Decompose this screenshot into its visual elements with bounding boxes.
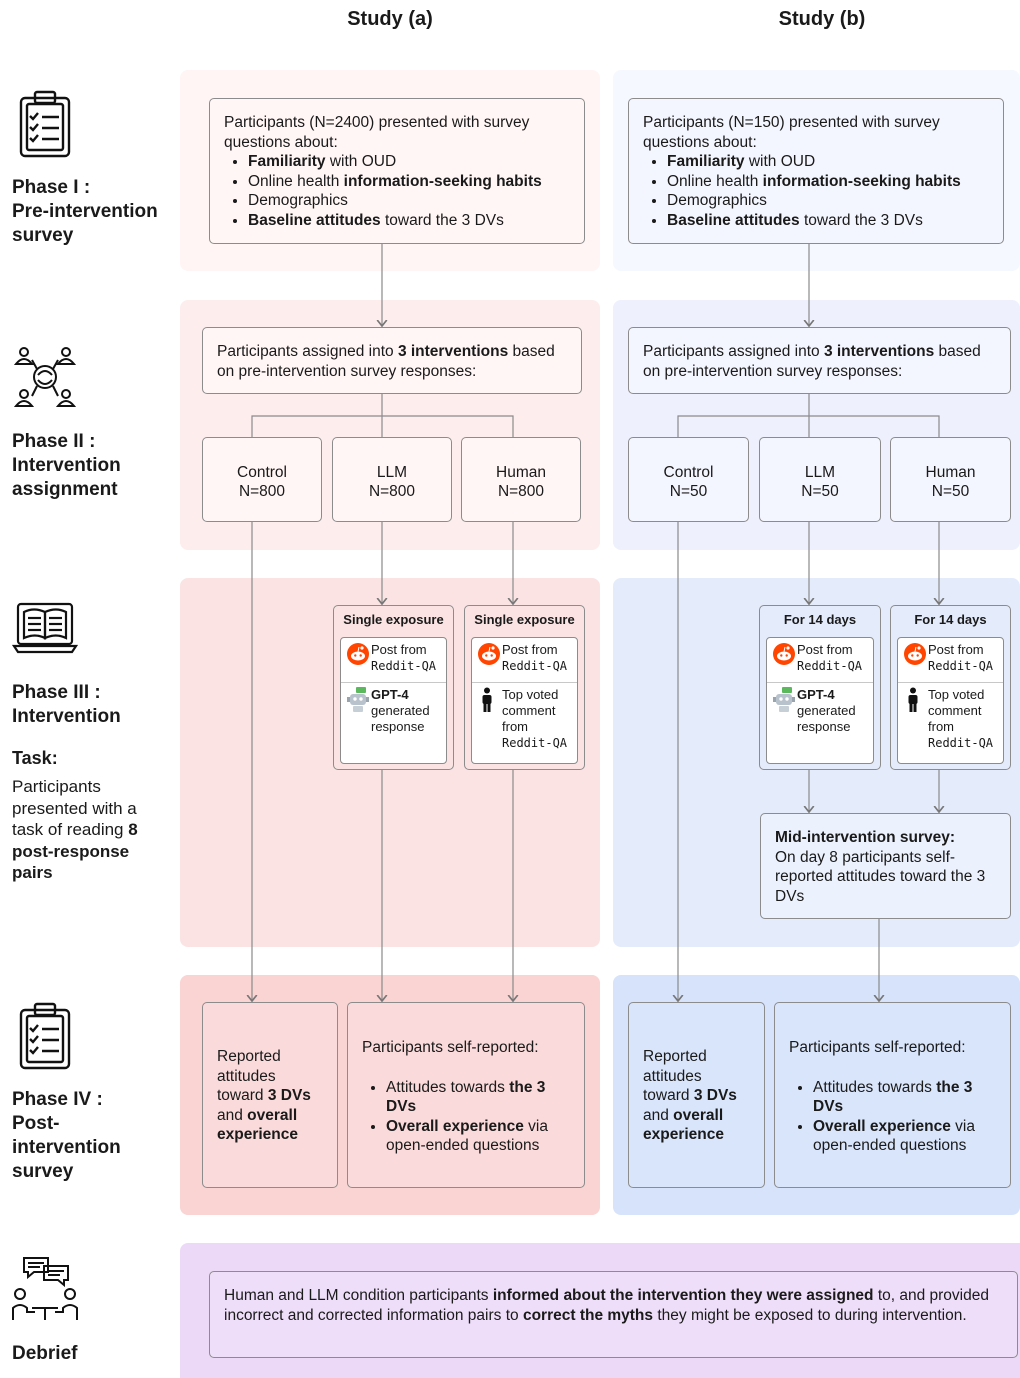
task-text-bold: 8 post-response pairs [12, 820, 138, 882]
gpt-line3: response [371, 719, 425, 734]
conversation-people-icon [10, 1256, 80, 1324]
item-bold: Familiarity [248, 153, 326, 170]
study-a-title: Study (a) [347, 8, 433, 30]
post-intro: Participants self-reported: [789, 1039, 966, 1056]
phase4-label [12, 1088, 121, 1184]
network-people-icon [12, 344, 78, 410]
phase3-task-text [12, 776, 162, 884]
item-rest: via open-ended questions [813, 1117, 975, 1154]
condition-n: N=800 [368, 483, 416, 500]
condition-n: N=50 [931, 483, 970, 500]
survey-item [667, 152, 989, 172]
condition-name: Control [237, 464, 287, 481]
survey-item [248, 211, 570, 231]
source-label: Reddit-QA [797, 659, 863, 673]
phase4-line2: Post- [12, 1113, 60, 1134]
item-bold: Overall experience [813, 1117, 951, 1135]
phase2-title: Phase II : [12, 431, 96, 452]
phase2-line2: Intervention [12, 455, 121, 476]
robot-icon [345, 687, 371, 713]
survey-box-b [628, 98, 1004, 244]
debrief-post: they might be exposed to during intervention. [653, 1306, 967, 1324]
condition-human-b [890, 437, 1011, 522]
reddit-icon [771, 642, 797, 666]
assign-post: based on pre-intervention survey responses: [217, 343, 555, 380]
human-comment-label [928, 687, 993, 751]
assign-post: based on pre-intervention survey responses: [643, 343, 981, 380]
phase4-line3: intervention [12, 1137, 121, 1158]
assign-pre: Participants assigned into [643, 343, 824, 360]
post-item [386, 1117, 570, 1156]
post-from-label: Post from [928, 642, 984, 657]
exposure-card [340, 637, 447, 764]
survey-list-b [643, 152, 989, 230]
gpt-response-label [797, 687, 856, 735]
exposure-title: Single exposure [474, 612, 575, 627]
phase1-line3: survey [12, 225, 74, 246]
post-source [502, 642, 567, 674]
source-label: Reddit-QA [502, 736, 568, 750]
item-bold: Baseline attitudes [248, 211, 381, 229]
clipboard-checklist-icon [18, 1002, 72, 1070]
exposure-card [766, 637, 874, 764]
condition-name: Control [663, 464, 714, 481]
study-b-title: Study (b) [778, 8, 866, 30]
debrief-mid: to, and provided incorrect and corrected information pairs to [224, 1287, 989, 1324]
exposure-human-a [464, 605, 585, 770]
item-bold: the 3 DVs [386, 1078, 546, 1115]
post-control-b2: overall experience [217, 1106, 298, 1143]
item-pre: Online health [667, 172, 763, 190]
reddit-icon [902, 642, 928, 666]
gpt-response-label [371, 687, 430, 735]
gpt-line2: generated [371, 703, 430, 718]
assign-box-a [202, 327, 582, 394]
card-divider [472, 682, 577, 683]
post-control-pre: Reported attitudes toward [643, 1048, 707, 1104]
post-source [928, 642, 993, 674]
phase3-label [12, 681, 121, 729]
item-bold: information-seeking habits [343, 172, 542, 190]
survey-item [667, 211, 989, 231]
survey-list-a [224, 152, 570, 230]
post-control-mid: and [643, 1106, 674, 1124]
phase4-line4: survey [12, 1161, 74, 1182]
debrief-label: Debrief [12, 1343, 78, 1364]
card-divider [898, 682, 1003, 683]
post-control-mid: and [217, 1106, 248, 1124]
condition-name: Human [496, 464, 546, 481]
post-source [797, 642, 862, 674]
robot-icon [771, 687, 797, 713]
exposure-title: Single exposure [343, 612, 444, 627]
assign-bold: 3 interventions [397, 343, 509, 360]
post-item [386, 1078, 570, 1117]
source-label: Reddit-QA [928, 736, 994, 750]
source-label: Reddit-QA [928, 659, 994, 673]
gpt-name: GPT-4 [797, 687, 835, 702]
post-treatment-box-a [347, 1002, 585, 1188]
item-text: Demographics [248, 192, 348, 209]
human-line3: from [502, 719, 528, 734]
item-bold: Baseline attitudes [667, 211, 800, 229]
survey-item [248, 172, 570, 192]
item-rest: toward the 3 DVs [799, 211, 923, 229]
item-bold: information-seeking habits [762, 172, 961, 190]
assign-bold: 3 interventions [823, 343, 935, 360]
item-pre: Attitudes towards [813, 1078, 937, 1096]
condition-name: LLM [804, 464, 836, 481]
item-bold: Overall experience [386, 1117, 524, 1135]
item-pre: Attitudes towards [386, 1078, 510, 1096]
source-label: Reddit-QA [371, 659, 437, 673]
phase3-line2: Intervention [12, 706, 121, 727]
phase1-label [12, 176, 158, 248]
phase2-line3: assignment [12, 479, 118, 500]
person-icon [902, 687, 928, 713]
task-text-pre: Participants presented with a task of reading [12, 777, 137, 839]
condition-llm-a [332, 437, 452, 522]
book-laptop-icon [12, 600, 78, 656]
post-from-label: Post from [502, 642, 558, 657]
assign-pre: Participants assigned into [217, 343, 398, 360]
human-line2: comment [928, 703, 982, 718]
post-list [362, 1078, 570, 1156]
condition-name: Human [925, 464, 976, 481]
gpt-name: GPT-4 [371, 687, 409, 702]
post-intro: Participants self-reported: [362, 1039, 539, 1056]
debrief-bold1: informed about the intervention they were assigned [492, 1287, 874, 1304]
human-line1: Top voted [928, 687, 985, 702]
assign-box-b [628, 327, 1011, 394]
survey-item [248, 152, 570, 172]
item-rest: toward the 3 DVs [380, 211, 504, 229]
condition-human-a [461, 437, 581, 522]
clipboard-checklist-icon [18, 90, 72, 158]
condition-name: LLM [376, 464, 408, 481]
post-list [789, 1078, 996, 1156]
debrief-bold2: correct the myths [522, 1306, 654, 1324]
card-divider [341, 682, 446, 683]
condition-n: N=800 [497, 483, 545, 500]
mid-survey-title: Mid-intervention survey: [775, 829, 955, 846]
item-rest: with OUD [744, 153, 816, 170]
post-control-pre: Reported attitudes toward [217, 1048, 281, 1104]
human-line2: comment [502, 703, 556, 718]
survey-intro-b: Participants (N=150) presented with survey questions about: [643, 114, 940, 151]
post-item [813, 1117, 996, 1156]
post-control-box-a [202, 1002, 338, 1188]
post-control-b1: 3 DVs [267, 1087, 311, 1104]
phase2-label [12, 430, 121, 502]
reddit-icon [476, 642, 502, 666]
phase1-line2: Pre-intervention [12, 201, 158, 222]
post-control-b2: overall experience [643, 1106, 724, 1143]
item-bold: the 3 DVs [813, 1078, 973, 1115]
exposure-title: For 14 days [914, 612, 987, 627]
human-line3: from [928, 719, 954, 734]
human-line1: Top voted [502, 687, 559, 702]
debrief-box [209, 1271, 1018, 1358]
item-rest: via open-ended questions [386, 1117, 548, 1154]
item-text: Demographics [667, 192, 767, 209]
person-icon [476, 687, 502, 713]
debrief-pre: Human and LLM condition participants [224, 1287, 493, 1304]
post-control-box-b [628, 1002, 765, 1188]
item-pre: Online health [248, 172, 344, 190]
survey-item [667, 172, 989, 192]
phase3-title: Phase III : [12, 682, 101, 703]
post-from-label: Post from [797, 642, 853, 657]
condition-n: N=800 [238, 483, 286, 500]
phase1-title: Phase I : [12, 177, 91, 198]
exposure-title: For 14 days [783, 612, 857, 627]
survey-item [667, 191, 989, 211]
source-label: Reddit-QA [502, 659, 568, 673]
phase3-task-label: Task: [12, 748, 58, 768]
human-comment-label [502, 687, 567, 751]
exposure-llm-a [333, 605, 454, 770]
phase4-title: Phase IV : [12, 1089, 103, 1110]
condition-n: N=50 [669, 483, 708, 500]
mid-survey-text: On day 8 participants self-reported attitudes toward the 3 DVs [775, 848, 986, 905]
gpt-line2: generated [797, 703, 856, 718]
reddit-icon [345, 642, 371, 666]
mid-survey-box [760, 813, 1011, 919]
condition-control-b [628, 437, 749, 522]
item-bold: Familiarity [667, 153, 745, 170]
survey-box-a [209, 98, 585, 244]
exposure-human-b [890, 605, 1011, 770]
post-control-b1: 3 DVs [693, 1087, 737, 1104]
post-from-label: Post from [371, 642, 427, 657]
exposure-card [897, 637, 1004, 764]
gpt-line3: response [797, 719, 851, 734]
exposure-llm-b [759, 605, 881, 770]
item-rest: with OUD [325, 153, 397, 170]
post-treatment-box-b [774, 1002, 1011, 1188]
survey-intro-a: Participants (N=2400) presented with survey questions about: [224, 114, 530, 151]
exposure-card [471, 637, 578, 764]
condition-n: N=50 [801, 483, 839, 500]
condition-control-a [202, 437, 322, 522]
post-source [371, 642, 436, 674]
card-divider [767, 682, 873, 683]
condition-llm-b [759, 437, 881, 522]
survey-item [248, 191, 570, 211]
post-item [813, 1078, 996, 1117]
